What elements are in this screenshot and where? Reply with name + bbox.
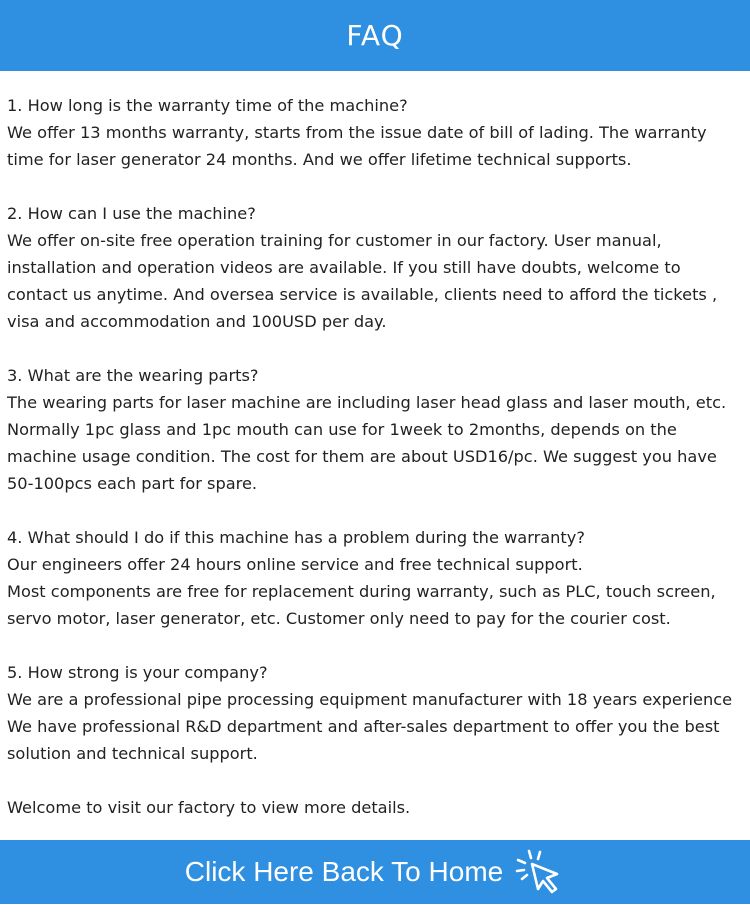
faq-question: 5. How strong is your company? <box>7 663 268 682</box>
faq-answer-line: Normally 1pc glass and 1pc mouth can use for 1week to 2months, depends on the <box>7 420 677 439</box>
closing-text: Welcome to visit our factory to view more details. <box>7 798 411 817</box>
faq-header <box>0 0 750 71</box>
faq-answer-line: We are a professional pipe processing equipment manufacturer with 18 years experience <box>7 690 733 709</box>
back-to-home-button[interactable] <box>0 840 750 904</box>
faq-answer-line: installation and operation videos are available. If you still have doubts, welcome to <box>7 258 681 277</box>
faq-answer-line: The wearing parts for laser machine are including laser head glass and laser mouth, etc. <box>7 393 727 412</box>
faq-answer-line: We offer on-site free operation training for customer in our factory. User manual, <box>7 231 662 250</box>
faq-answer-line: 50-100pcs each part for spare. <box>7 474 258 493</box>
faq-item-4 <box>7 524 750 632</box>
faq-answer-line: visa and accommodation and 100USD per day. <box>7 312 387 331</box>
faq-answer-line: time for laser generator 24 months. And we offer lifetime technical supports. <box>7 150 632 169</box>
closing-note <box>7 794 750 821</box>
faq-item-3 <box>7 362 750 497</box>
faq-question: 4. What should I do if this machine has a problem during the warranty? <box>7 528 585 547</box>
faq-item-2 <box>7 200 750 335</box>
faq-question: 1. How long is the warranty time of the machine? <box>7 96 408 115</box>
faq-answer-line: We offer 13 months warranty, starts from the issue date of bill of lading. The warranty <box>7 123 707 142</box>
faq-answer-line: Most components are free for replacement during warranty, such as PLC, touch screen, <box>7 582 716 601</box>
faq-answer-line: machine usage condition. The cost for them are about USD16/pc. We suggest you have <box>7 447 717 466</box>
bottom-margin <box>0 904 750 920</box>
page-title: FAQ <box>346 19 404 52</box>
faq-question: 2. How can I use the machine? <box>7 204 256 223</box>
click-pointer-icon <box>513 846 565 898</box>
back-to-home-label: Click Here Back To Home <box>184 856 504 887</box>
faq-item-1 <box>7 92 750 173</box>
faq-answer-line: servo motor, laser generator, etc. Customer only need to pay for the courier cost. <box>7 609 671 628</box>
faq-answer-line: We have professional R&D department and after-sales department to offer you the best <box>7 717 720 736</box>
faq-item-5 <box>7 659 750 767</box>
faq-question: 3. What are the wearing parts? <box>7 366 259 385</box>
faq-list <box>7 92 750 848</box>
faq-answer-line: contact us anytime. And oversea service is available, clients need to afford the tickets , <box>7 285 718 304</box>
faq-answer-line: solution and technical support. <box>7 744 258 763</box>
faq-answer-line: Our engineers offer 24 hours online service and free technical support. <box>7 555 583 574</box>
